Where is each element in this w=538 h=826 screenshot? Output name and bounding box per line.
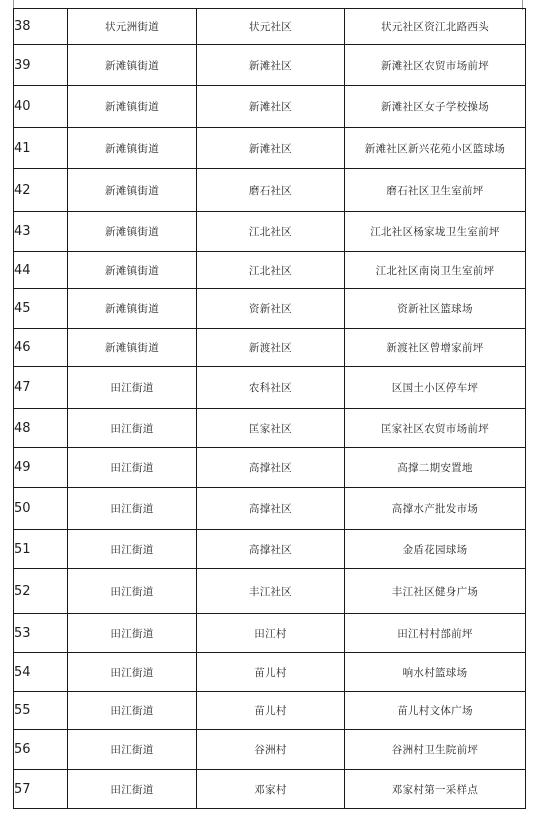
table-row [14,653,526,692]
table-row [14,730,526,770]
location-cell: 新滩社区农贸市场前坪 [345,45,526,86]
row-number: 53 [14,614,68,653]
location-cell: 新滩社区新兴花苑小区篮球场 [345,128,526,169]
community-cell: 新滩社区 [197,86,345,128]
street-cell: 新滩镇街道 [68,289,197,329]
location-cell: 江北社区杨家垅卫生室前坪 [345,212,526,252]
community-cell: 状元社区 [197,9,345,45]
community-cell: 苗儿村 [197,692,345,730]
street-cell: 新滩镇街道 [68,169,197,212]
table-row [14,169,526,212]
row-number: 54 [14,653,68,692]
community-cell: 邓家村 [197,770,345,809]
row-number: 38 [14,9,68,45]
row-number: 47 [14,367,68,409]
location-cell: 状元社区资江北路西头 [345,9,526,45]
table-row [14,569,526,614]
community-cell: 丰江社区 [197,569,345,614]
table-row [14,86,526,128]
location-cell: 区国土小区停车坪 [345,367,526,409]
row-number: 56 [14,730,68,770]
table-row [14,9,526,45]
row-number: 45 [14,289,68,329]
street-cell: 新滩镇街道 [68,45,197,86]
street-cell: 田江街道 [68,530,197,569]
row-number: 42 [14,169,68,212]
table-row [14,367,526,409]
community-cell: 江北社区 [197,212,345,252]
community-cell: 匡家社区 [197,409,345,448]
location-cell: 邓家村第一采样点 [345,770,526,809]
row-number: 50 [14,488,68,530]
street-cell: 田江街道 [68,367,197,409]
street-cell: 新滩镇街道 [68,329,197,367]
street-cell: 田江街道 [68,730,197,770]
table-row [14,212,526,252]
street-cell: 新滩镇街道 [68,128,197,169]
row-number: 43 [14,212,68,252]
community-cell: 磨石社区 [197,169,345,212]
table-row [14,329,526,367]
community-cell: 新渡社区 [197,329,345,367]
community-cell: 江北社区 [197,252,345,289]
location-cell: 田江村村部前坪 [345,614,526,653]
row-number: 52 [14,569,68,614]
row-number: 40 [14,86,68,128]
table-row [14,488,526,530]
street-cell: 田江街道 [68,448,197,488]
community-cell: 田江村 [197,614,345,653]
table-row [14,252,526,289]
location-cell: 谷洲村卫生院前坪 [345,730,526,770]
table-row [14,289,526,329]
row-number: 49 [14,448,68,488]
location-cell: 金盾花园球场 [345,530,526,569]
table-row [14,530,526,569]
location-cell: 新滩社区女子学校操场 [345,86,526,128]
street-cell: 田江街道 [68,614,197,653]
table-row [14,448,526,488]
community-cell: 苗儿村 [197,653,345,692]
table-row [14,692,526,730]
street-cell: 新滩镇街道 [68,212,197,252]
row-number: 48 [14,409,68,448]
street-cell: 新滩镇街道 [68,86,197,128]
location-cell: 新渡社区曾增家前坪 [345,329,526,367]
community-cell: 农科社区 [197,367,345,409]
sampling-sites-table [13,8,526,809]
community-cell: 谷洲村 [197,730,345,770]
row-number: 57 [14,770,68,809]
location-cell: 丰江社区健身广场 [345,569,526,614]
location-cell: 匡家社区农贸市场前坪 [345,409,526,448]
community-cell: 新滩社区 [197,128,345,169]
community-cell: 新滩社区 [197,45,345,86]
street-cell: 新滩镇街道 [68,252,197,289]
street-cell: 田江街道 [68,569,197,614]
table-row [14,409,526,448]
location-cell: 磨石社区卫生室前坪 [345,169,526,212]
street-cell: 状元洲街道 [68,9,197,45]
table-body [14,9,526,809]
location-cell: 资新社区篮球场 [345,289,526,329]
table-row [14,770,526,809]
community-cell: 高撑社区 [197,488,345,530]
street-cell: 田江街道 [68,770,197,809]
location-cell: 响水村篮球场 [345,653,526,692]
row-number: 51 [14,530,68,569]
street-cell: 田江街道 [68,653,197,692]
location-cell: 高撑水产批发市场 [345,488,526,530]
community-cell: 高撑社区 [197,448,345,488]
street-cell: 田江街道 [68,409,197,448]
row-number: 39 [14,45,68,86]
location-cell: 江北社区南岗卫生室前坪 [345,252,526,289]
row-number: 46 [14,329,68,367]
row-number: 41 [14,128,68,169]
street-cell: 田江街道 [68,488,197,530]
location-cell: 高撑二期安置地 [345,448,526,488]
location-cell: 苗儿村文体广场 [345,692,526,730]
community-cell: 资新社区 [197,289,345,329]
community-cell: 高撑社区 [197,530,345,569]
row-number: 44 [14,252,68,289]
table-row [14,614,526,653]
table-row [14,45,526,86]
street-cell: 田江街道 [68,692,197,730]
row-number: 55 [14,692,68,730]
table-row [14,128,526,169]
